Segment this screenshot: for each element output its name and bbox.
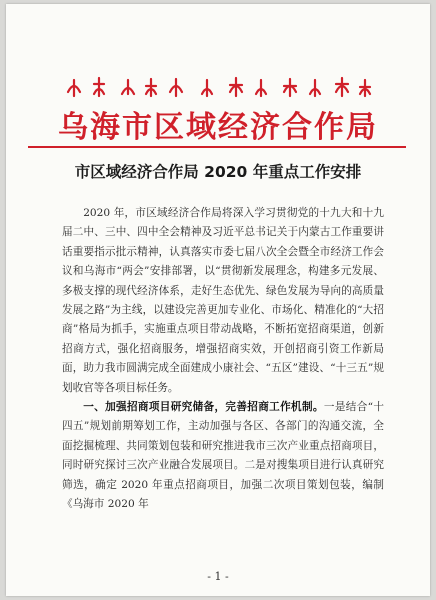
- org-title: 乌海市区域经济合作局: [58, 110, 378, 145]
- paragraph-intro: 2020 年，市区域经济合作局将深入学习贯彻党的十九大和十九届二中、三中、四中全会精神及习近平总书记关于内蒙古工作重要讲话重要指示批示精神，认真落实市委七届八次全会暨全市经济工作会议和乌海市“两会”安排部署，以“贯彻新发展理念，构建多元发展、多极支撑的现代经济体系，走好生态优先、绿色发展为导向的高质量发展之路”为主线，以建设完善更加专业化、市场化、精准化的“大招商”格局为抓手，实施重点项目带动战略，不断拓宽招商渠道，创新招商方式，强化招商服务，增强招商实效，开创招商引资工作新局面，助力我市圆满完成全面建成小康社会、“五区”建设、“十三五”规划收官等各项目标任务。: [62, 207, 384, 394]
- mongolian-script-logo: [64, 74, 384, 100]
- section-1-lead: 一、加强招商项目研究储备，完善招商工作机制。: [83, 401, 324, 414]
- paragraph-section-1: [62, 398, 384, 514]
- document-body: [62, 204, 384, 515]
- section-1-text: 一是结合“十四五”规划前期筹划工作，主动加强与各区、各部门的沟通交流，全面挖掘梳理、共同策划包装和研究推进我市三次产业重点招商项目，同时研究探讨三次产业融合发展项目。二是对搜集项目进行认真研究筛选，确定 2020 年重点招商项目，加强二次项目策划包装，编制《乌海市 2020 年: [62, 401, 384, 511]
- page-number: - 1 -: [207, 570, 229, 583]
- red-divider: [28, 146, 406, 148]
- document-page: [6, 4, 430, 596]
- document-title: 市区域经济合作局 2020 年重点工作安排: [74, 163, 362, 181]
